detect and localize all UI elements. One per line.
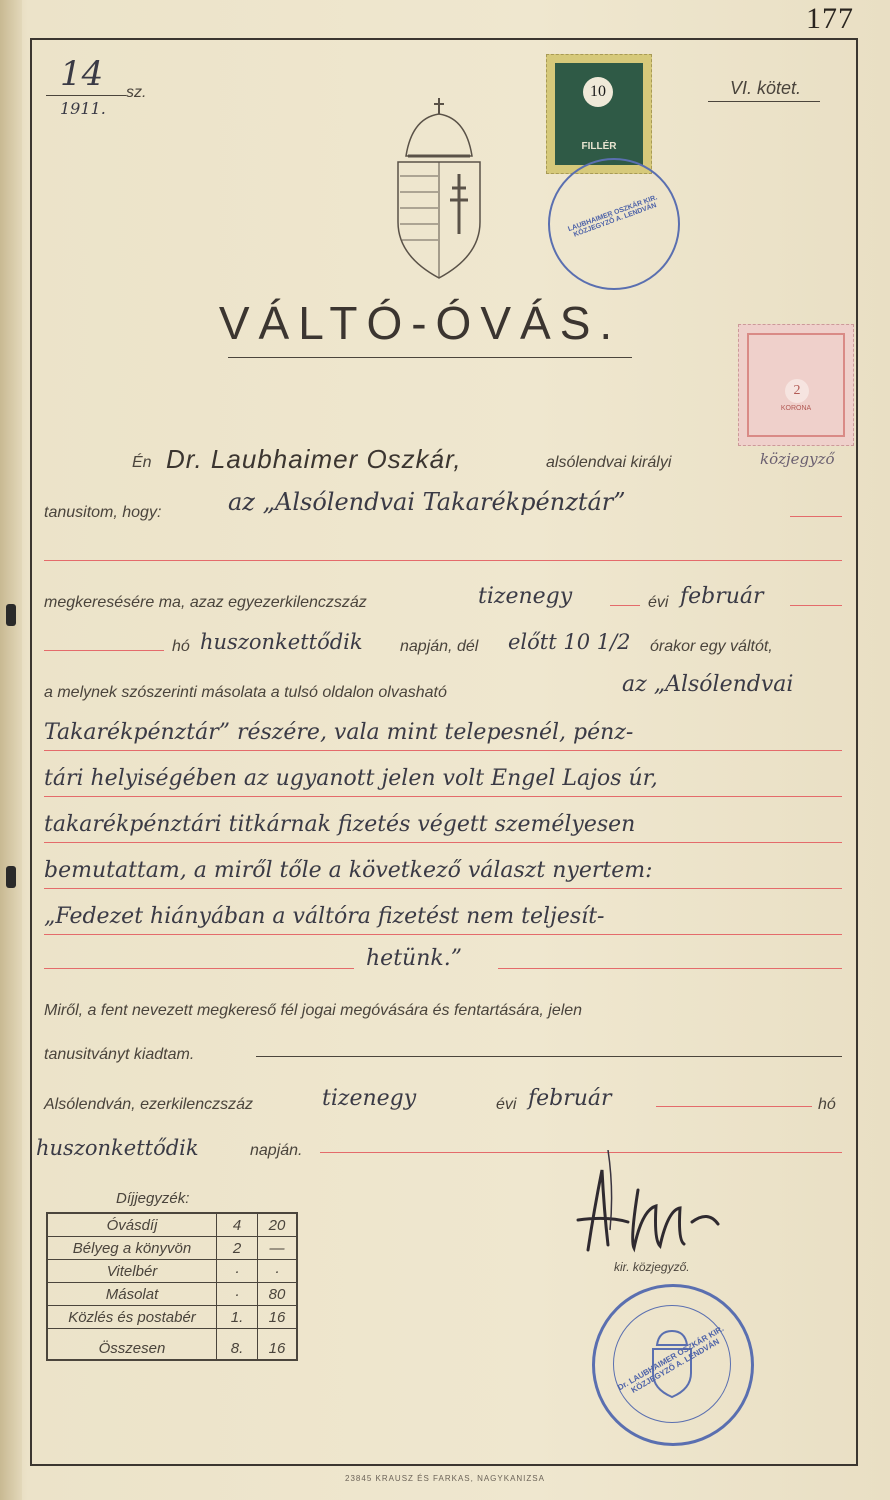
fee-label: Óvásdíj: [47, 1213, 217, 1237]
date-post: napján.: [250, 1142, 303, 1159]
fee-row: [47, 1260, 297, 1283]
fee-filler: 80: [258, 1283, 298, 1306]
page-number: 177: [806, 2, 854, 35]
volume-label: VI. kötet.: [730, 78, 802, 98]
fill-line: [44, 560, 842, 561]
document-title: VÁLTÓ-ÓVÁS.: [218, 297, 622, 349]
line3-pre: megkeresésére ma, azaz egyezerkilenczszáz: [44, 594, 367, 611]
hand-line: tári helyiségében az ugyanott jelen volt Engel Lajos úr,: [44, 766, 658, 791]
fee-korona: 2: [217, 1237, 258, 1260]
fee-total-row: [47, 1329, 297, 1361]
fill-line: [44, 888, 842, 889]
fee-label: Vitelbér: [47, 1260, 217, 1283]
binding-hole: [6, 604, 16, 626]
line4-hand-day: huszonkettődik: [200, 630, 363, 654]
closing-underline: [256, 1056, 842, 1057]
closing-line-1: Miről, a fent nevezett megkereső fél jogai megóvására és fentartására, jelen: [44, 1002, 583, 1019]
line5-pre: a melynek szószerinti másolata a tulsó oldalon olvasható: [44, 684, 447, 701]
fee-total-filler: 16: [258, 1329, 298, 1361]
fees-table: [46, 1212, 298, 1361]
fee-stamp: [546, 54, 652, 174]
fee-row: [47, 1213, 297, 1237]
line1-hand: közjegyző: [760, 450, 835, 468]
line3-hand-year: tizenegy: [478, 584, 573, 609]
fee-row: [47, 1237, 297, 1260]
line5-hand: az „Alsólendvai: [622, 672, 794, 697]
fill-line: [44, 934, 842, 935]
fill-line: [498, 968, 842, 969]
fill-line: [790, 516, 842, 517]
fill-line: [44, 968, 354, 969]
place-hand-month: február: [528, 1086, 612, 1111]
sz-label: sz.: [126, 84, 147, 101]
fee-label: Közlés és postabér: [47, 1306, 217, 1329]
fill-line: [656, 1106, 812, 1107]
fee-filler: 16: [258, 1306, 298, 1329]
printer-footer: 23845 KRAUSZ ÉS FARKAS, NAGYKANIZSA: [345, 1474, 545, 1483]
fee-korona: 1.: [217, 1306, 258, 1329]
place-hand-year: tizenegy: [322, 1086, 417, 1111]
notary-signature: [568, 1150, 738, 1270]
korona-stamp-unit: KORONA: [780, 405, 812, 412]
book-spine: [0, 0, 22, 1500]
line4-mid: napján, dél: [400, 638, 479, 655]
number-underline: [46, 95, 126, 96]
fee-label: Bélyeg a könyvön: [47, 1237, 217, 1260]
lower-seal-text: Dr. LAUBHAIMER OSZKÁR KIR. KÖZJEGYZŐ A. LENDVÁN: [616, 1323, 726, 1395]
line4-hand-time: előtt 10 1/2: [508, 630, 631, 654]
fill-line: [790, 605, 842, 606]
fill-line: [44, 796, 842, 797]
hand-line: hetünk.”: [366, 946, 462, 971]
entry-number: 14: [60, 54, 104, 94]
fee-filler: 20: [258, 1213, 298, 1237]
notary-name: Dr. Laubhaimer Oszkár,: [166, 444, 462, 474]
fees-title: Díjjegyzék:: [116, 1190, 190, 1207]
hand-line: bemutattam, a miről tőle a következő választ nyertem:: [44, 858, 653, 883]
signature-caption: kir. közjegyző.: [614, 1260, 690, 1274]
upper-seal-text: LAUBHAIMER OSZKÁR KIR. KÖZJEGYZŐ A. LENDVÁN: [567, 194, 659, 239]
fee-label: Másolat: [47, 1283, 217, 1306]
entry-year: 1911.: [60, 99, 106, 118]
fee-korona: 4: [217, 1213, 258, 1237]
line3-mid: évi: [648, 594, 669, 611]
fee-stamp-value: 10: [583, 77, 613, 107]
volume-underline: [708, 101, 820, 102]
fee-korona: ·: [217, 1260, 258, 1283]
notary-seal-upper: [548, 158, 680, 290]
fee-filler: —: [258, 1237, 298, 1260]
hand-line: „Fedezet hiányában a váltóra fizetést nem teljesít-: [44, 904, 605, 929]
hand-line: Takarékpénztár” részére, vala mint telepesnél, pénz-: [44, 720, 634, 745]
closing-line-2: tanusitványt kiadtam.: [44, 1046, 195, 1063]
place-mid: évi: [496, 1096, 517, 1113]
notary-seal-lower: [592, 1284, 754, 1446]
fill-line: [44, 750, 842, 751]
line3-hand-month: február: [680, 584, 764, 609]
fee-row: [47, 1306, 297, 1329]
line2-hand: az „Alsólendvai Takarékpénztár”: [228, 488, 626, 516]
korona-stamp-value: 2: [785, 379, 809, 403]
hand-line: takarékpénztári titkárnak fizetés végett személyesen: [44, 812, 636, 837]
line4-pre: hó: [172, 638, 190, 655]
fill-line: [44, 650, 164, 651]
fee-korona: ·: [217, 1283, 258, 1306]
korona-stamp: [738, 324, 854, 446]
fee-total-label: Összesen: [47, 1329, 217, 1361]
fill-line: [44, 842, 842, 843]
fee-row: [47, 1283, 297, 1306]
fill-line: [610, 605, 640, 606]
date-hand-day: huszonkettődik: [36, 1136, 199, 1160]
coat-of-arms-emblem: [388, 96, 490, 286]
line4-post: órakor egy váltót,: [650, 638, 773, 655]
binding-hole: [6, 866, 16, 888]
place-pre: Alsólendván, ezerkilenczszáz: [44, 1096, 253, 1113]
line1-post: alsólendvai királyi: [546, 454, 672, 471]
line1-pre: Én: [132, 454, 152, 471]
place-post: hó: [818, 1096, 836, 1113]
title-underline: [228, 357, 632, 358]
line2-pre: tanusitom, hogy:: [44, 504, 162, 521]
fee-total-korona: 8.: [217, 1329, 258, 1361]
fee-stamp-unit: FILLÉR: [581, 141, 617, 152]
fee-filler: ·: [258, 1260, 298, 1283]
